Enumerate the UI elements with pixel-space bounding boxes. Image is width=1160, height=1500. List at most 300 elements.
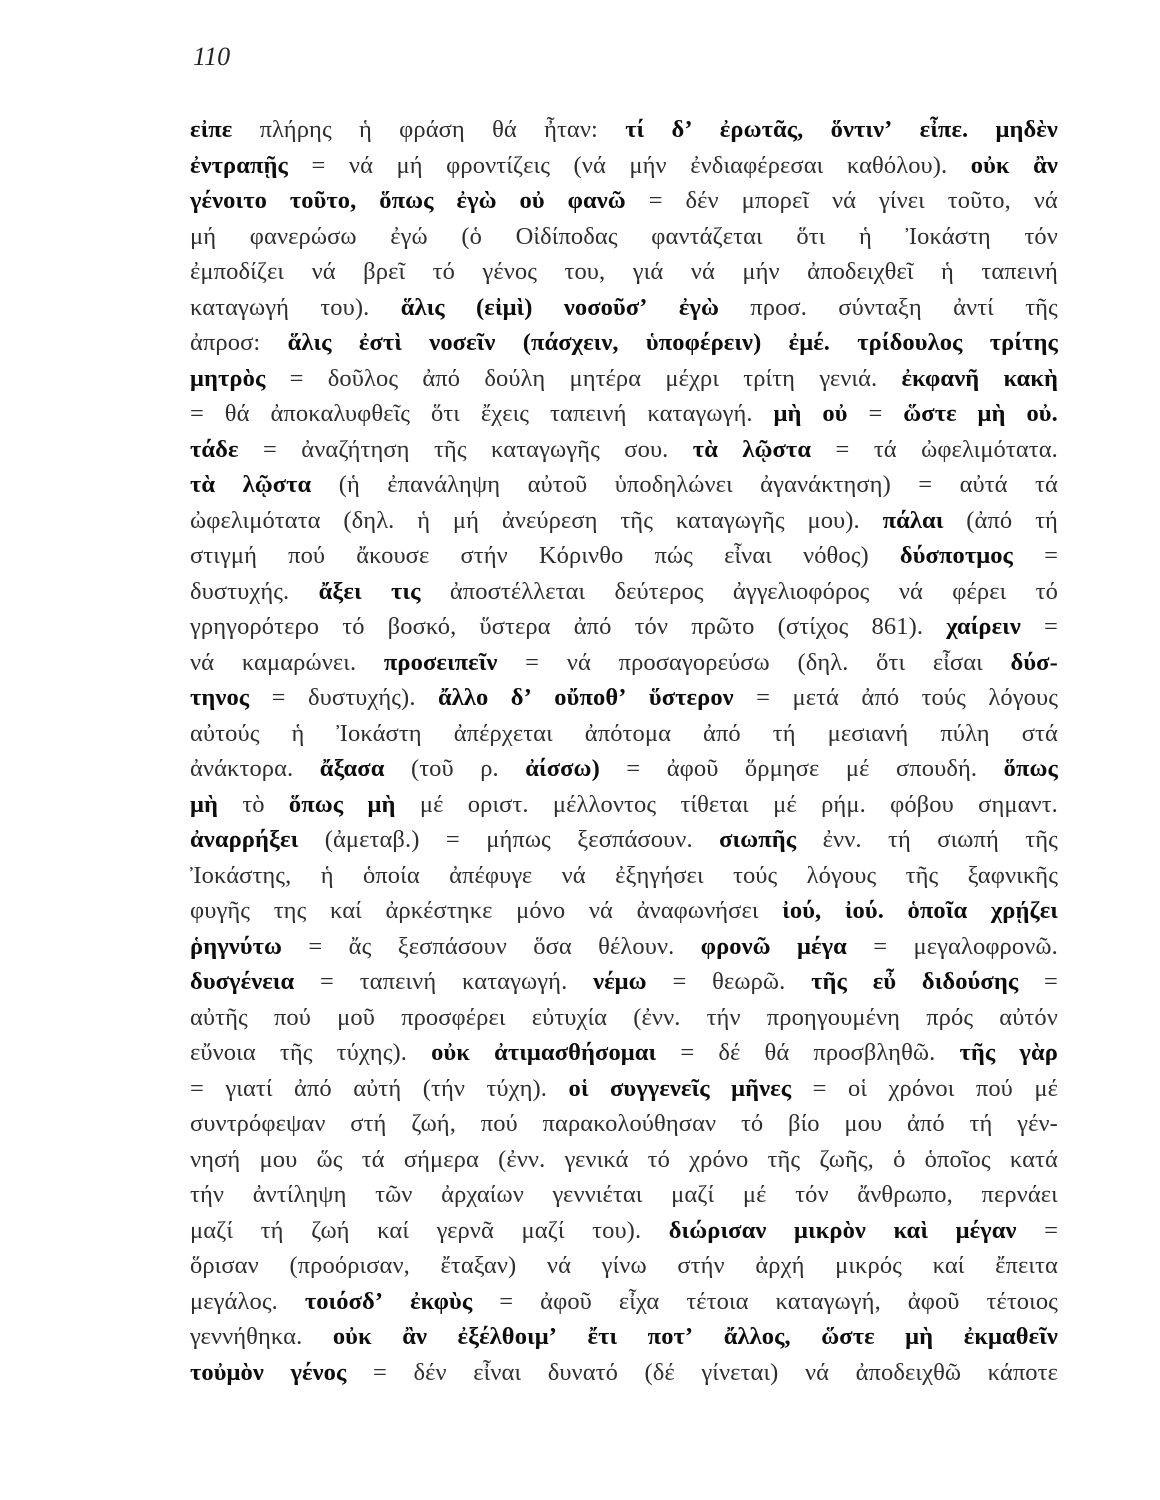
word: νά [690,258,715,285]
bold-lemma: (πάσχειν, [522,329,619,356]
word: ἀποδειχθεῖ [807,258,914,285]
word: ἀνάκτορα. [190,755,294,782]
word: ἀπό [422,364,461,392]
text-line [190,1213,1058,1249]
word: οἱ [848,1074,868,1102]
word: πού [273,1003,312,1031]
bold-lemma: τοιόσδ’ [304,1287,384,1315]
bold-lemma: τρίτης [989,329,1058,356]
word: καί [932,1252,965,1279]
word: γρηγορότερο [190,613,320,640]
word: σου. [624,435,669,463]
bold-lemma: οὐ [519,187,545,214]
word: πώς [654,542,693,569]
word: προσφέρει [401,1003,506,1031]
word: τόν [1024,222,1058,250]
word: σημαντ. [978,790,1058,818]
word: = [1044,542,1058,569]
word: νησή [190,1145,241,1173]
word: Οἰδίποδας [515,222,618,250]
bold-lemma: μὴ [190,790,219,818]
word: ἐνν. [822,826,862,853]
word: = [289,364,304,392]
word: δεύτερος [614,577,704,605]
word: δούλη [484,364,546,392]
word: ἐπανάληψη [387,471,501,498]
bold-lemma: ἀτιμασθήσομαι [494,1039,657,1066]
word: ἀπό [294,1074,332,1102]
word: τὸ [242,790,265,818]
word: αὐτόν [999,1003,1058,1031]
bold-lemma: τῆς [959,1039,996,1066]
bold-lemma: μὴ [773,400,802,427]
bold-lemma: δ’ [510,684,532,711]
word: προσβληθῶ. [813,1039,936,1066]
word: μόνο [516,897,566,924]
word: κάποτε [987,1358,1058,1386]
word: καί [329,897,362,924]
word: φράση [399,116,465,143]
word: τῆς [433,435,467,463]
bold-lemma: χαίρειν [946,613,1021,640]
bold-lemma: σιωπῆς [719,826,797,853]
bold-lemma: διώρισαν [668,1216,767,1244]
word: ὅτι [876,648,906,676]
word: μοῦ [337,1003,375,1031]
bold-lemma: ποτ’ [647,1323,694,1350]
text-line [190,645,1058,681]
word: βοσκό, [387,613,457,640]
text-line [190,680,1058,716]
word: ἀπό [861,684,900,711]
word: ἀφοῦ [666,755,719,782]
bold-lemma: δύσποτμος [899,542,1013,569]
word: ἔπειτα [995,1252,1058,1279]
word: γέν- [1017,1110,1058,1137]
word: πλήρης [259,116,332,143]
word: ἡ [358,116,372,143]
text-line [190,183,1058,219]
word: τά [1035,471,1058,498]
word: νά [566,648,591,676]
bold-lemma: γένοιτο [190,187,267,214]
text-line [190,1106,1058,1142]
word: = [873,932,888,960]
word: ἡ [941,258,954,285]
word: ἀγγελιοφόρος [732,577,870,605]
word: οριστ. [467,790,529,818]
bold-lemma: πάλαι [882,506,944,534]
bold-lemma: ἀίσσω) [525,755,600,782]
word: ἐγώ [390,222,428,250]
word: τρίτη [743,364,796,392]
word: καταγωγῆς [675,506,785,534]
word: μήν [742,258,780,285]
word: αὐτούς [190,719,260,747]
bold-lemma: μηδὲν [995,116,1058,143]
bold-lemma: μέγαν [955,1216,1017,1244]
word: Ἰοκάστη [336,719,422,747]
bold-lemma: συγγενεῖς [609,1074,710,1102]
word: ἄς [348,932,372,960]
word: τῆς [767,1145,801,1173]
word: (τήν [422,1074,466,1102]
word: τόν [795,1181,829,1208]
text-line [190,1355,1058,1391]
bold-lemma: εἰπε [190,116,233,143]
word: γίνει [879,187,925,214]
bold-lemma: οὐκ [970,151,1010,179]
word: γίνω [601,1252,647,1279]
word: μή [396,151,423,179]
bold-lemma: εἶπε. [919,116,969,143]
word: τά [873,435,897,463]
word: = [308,932,323,960]
text-line [190,432,1058,468]
word: ἀρχαίων [441,1181,524,1208]
bold-lemma: ἂν [1033,151,1058,179]
word: παρακολούθησαν [542,1110,717,1137]
bold-lemma: ἄλλο [437,684,489,711]
bold-lemma: διδούσης [921,968,1019,995]
word: φόβου [890,790,954,818]
word: μή [190,222,217,250]
word: μεγαλοφρονῶ. [913,932,1058,960]
word: θά [492,116,517,143]
bold-lemma: ἐρωτᾶς, [719,116,804,143]
word: Ἰοκάστης, [190,861,292,889]
word: ἀπροσ: [190,329,261,356]
text-line [190,716,1058,752]
word: (προόρισαν, [289,1252,410,1279]
word: πύλη [940,719,990,747]
bold-lemma: ὅπως [1003,755,1058,782]
word: ἦταν: [544,116,598,143]
page-number: 110 [193,42,231,71]
word: ὠφελιμότατα. [921,435,1058,463]
bold-lemma: φανῶ [567,187,626,214]
word: ὅτι [430,400,460,427]
word: δέν [413,1358,447,1386]
bold-lemma: λῷστα [242,471,312,498]
text-line [190,609,1058,645]
bold-lemma: μῆνες [731,1074,792,1102]
word: ἀναζήτηση [301,435,410,463]
word: εὐτυχία [531,1003,608,1031]
word: (ὁ [461,222,483,250]
word: ἔχεις [480,400,530,427]
word: του). [592,1216,642,1244]
text-line [190,148,1058,184]
word: ἀπό [907,1110,945,1137]
word: νά [311,258,336,285]
word: ἀντίληψη [252,1181,347,1208]
word: μετά [792,684,839,711]
bold-lemma: οὐ. [1026,400,1058,427]
word: = [499,1287,514,1315]
word: νά [588,897,613,924]
word: μέ [845,755,870,782]
word: τά [361,1145,385,1173]
word: στήν [677,1252,725,1279]
word: συντρόφεψαν [190,1110,326,1137]
word: νά [898,577,923,605]
word: = [918,471,933,498]
word: γιά [632,258,664,285]
bold-lemma: ἐγὼ [678,293,719,321]
bold-lemma: τῆς [811,968,847,995]
word: σύνταξη [838,293,922,321]
word: μεγάλος. [190,1287,278,1315]
word: θέλουν. [598,932,675,960]
word: καί [377,1216,410,1244]
word: ζωή [311,1216,350,1244]
word: χρόνοι [888,1074,955,1102]
word: ἡ [417,506,431,534]
text-line [190,787,1058,823]
word: γένος [482,258,538,285]
text-line [190,929,1058,965]
word: φροντίζεις [446,151,551,179]
word: πού [975,1074,1013,1102]
word: τό [1035,577,1058,605]
word: μαζί [671,1181,715,1208]
word: ξαφνικῆς [967,861,1058,889]
word: εἶχα [618,1287,660,1315]
word: πού [480,1110,518,1137]
word: ἀφοῦ [907,1287,960,1315]
word: ἀρχή [755,1252,805,1279]
word: = [1044,1216,1058,1244]
word: νά [1033,187,1058,214]
word: σιωπή [937,826,999,853]
bold-lemma: καὶ [893,1216,929,1244]
word: καθόλου). [846,151,948,179]
text-line [190,1035,1058,1071]
bold-lemma: ἐντραπῇς [190,151,288,179]
word: πρῶτο [691,613,755,640]
word: πού [288,542,326,569]
word: μήπως [486,826,551,853]
bold-lemma: ἅλις [400,293,445,321]
word: καταγωγῆς [491,435,600,463]
bold-lemma: γένος [290,1358,347,1386]
word: κατά [1009,1145,1058,1173]
bold-lemma: γὰρ [1019,1039,1058,1066]
word: μαζί [190,1216,234,1244]
word: μή [452,506,480,534]
word: γεννήθηκα. [190,1323,303,1350]
bold-lemma: ὅπως [288,790,344,818]
word: ἀρκέστηκε [385,897,493,924]
word: φυγῆς [190,897,251,924]
bold-lemma: ἐκμαθεῖν [963,1323,1058,1350]
bold-lemma: οὐκ [332,1323,372,1350]
word: εὔνοια [190,1039,256,1066]
bold-lemma: ἰού. [844,897,884,924]
word: τό [342,613,365,640]
word: (ἡ [338,471,360,498]
word: μου [844,1110,883,1137]
text-line [190,290,1058,326]
word: μέ [742,1181,767,1208]
text-line [190,254,1058,290]
word: = [835,435,850,463]
word: γίνεται) [701,1358,779,1386]
word: καταγωγή [190,293,290,321]
word: τούς [921,684,966,711]
bold-lemma: τοῦτο, [289,187,357,214]
word: = [812,1074,827,1102]
word: τέτοια [686,1287,749,1315]
word: στά [1021,719,1058,747]
bold-lemma: μέγα [797,932,847,960]
word: νά [190,648,215,676]
bold-lemma: ἐμέ. [788,329,830,356]
word: τέτοιος [986,1287,1058,1315]
word: = [1044,613,1058,640]
word: τῆς [905,861,939,889]
text-line [190,325,1058,361]
word: στιγμή [190,542,258,569]
bold-lemma: ὥστε [903,400,957,427]
bold-lemma: τὰ [692,435,718,463]
word: περνάει [981,1181,1058,1208]
word: = [190,1074,204,1102]
word: (δηλ. [797,648,849,676]
word: μήν [629,151,667,179]
bold-lemma: ῥηγνύτω [190,932,283,960]
bold-lemma: μητρὸς [190,364,266,392]
word: ὁ [893,1145,906,1173]
word: ἡ [291,719,305,747]
word: ἀπό [703,719,741,747]
word: τύχη). [486,1074,548,1102]
word: καμαρώνει. [241,648,357,676]
text-line [190,112,1058,148]
word: (ἀμεταβ.) [324,826,420,853]
word: ἀντί [953,293,994,321]
word: μέχρι [665,364,720,392]
word: φανερώσω [249,222,357,250]
word: καταγωγή, [775,1287,881,1315]
word: στήν [460,542,508,569]
word: τήν [190,1181,225,1208]
bold-lemma: ἔτι [587,1323,618,1350]
word: (δηλ. [343,506,395,534]
word: ἀποστέλλεται [449,577,586,605]
bold-lemma: ὅντιν’ [830,116,893,143]
word: βίο [788,1110,820,1137]
word: Ἰοκάστη [905,222,991,250]
word: τό [432,258,455,285]
text-line [190,1000,1058,1036]
word: = [373,1358,387,1386]
bold-lemma: τηνος [190,684,250,711]
word: ἡ [859,222,872,250]
word: εἶσαι [932,648,983,676]
bold-lemma: ἅλις [287,329,332,356]
word: καταγωγή. [462,968,568,995]
word: = [525,648,540,676]
word: ἀναφωνήσει [636,897,759,924]
word: ζωῆς, [819,1145,874,1173]
bold-lemma: ὥστε [821,1323,875,1350]
text-line [190,396,1058,432]
bold-lemma: κακὴ [1003,364,1058,392]
word: ὅρισαν [190,1252,259,1279]
word: γιατί [225,1074,273,1102]
word: βρεῖ [363,258,406,285]
bold-lemma: τις [391,577,421,605]
word: = [672,968,687,995]
word: μικρός [835,1252,902,1279]
word: ἀπό [573,613,612,640]
bold-lemma: νοσεῖν [429,329,496,356]
word: μέ [773,790,797,818]
word: τοῦτο, [947,187,1011,214]
word: ὠφελιμότατα [190,506,321,534]
bold-lemma: νέμω [593,968,647,995]
text-line [190,538,1058,574]
text-line [190,751,1058,787]
word: τύχης). [336,1039,407,1066]
bold-lemma: εὖ [872,968,897,995]
word: δοῦλος [327,364,399,392]
word: αὐτά [959,471,1008,498]
word: ἀφοῦ [540,1287,592,1315]
word: γενιά. [819,364,878,392]
word: τῆς [620,506,654,534]
word: μέ [1034,1074,1058,1102]
bold-lemma: ὑποφέρειν) [645,329,762,356]
word: (ἀπό [966,506,1013,534]
bold-lemma: ἂν [402,1323,428,1350]
word: μητέρα [569,364,642,392]
word: γενικά [564,1145,629,1173]
word: θά [224,400,250,427]
word: = [1044,968,1058,995]
text-line [190,1248,1058,1284]
bold-lemma: λῷστα [742,435,812,463]
text-line [190,1177,1058,1213]
bold-lemma: ὁποῖα [907,897,968,924]
word: καταγωγή. [647,400,753,427]
word: ὑποδηλώνει [614,471,733,498]
word: μου). [807,506,860,534]
word: δυνατό [547,1358,618,1386]
bold-lemma: δ’ [671,116,693,143]
word: νά [831,187,857,214]
word: θεωρῶ. [712,968,786,995]
word: φέρει [952,577,1007,605]
bold-lemma: ὅπως [379,187,434,214]
word: προηγουμένη [766,1003,901,1031]
word: τή [969,1110,993,1137]
word: τή [1035,506,1058,534]
bold-lemma: ὕστερον [648,684,734,711]
word: ἐμποδίζει [190,258,285,285]
bold-lemma: μὴ [367,790,396,818]
text-line [190,361,1058,397]
word: νά [561,861,586,889]
word: = [262,435,277,463]
bold-lemma: χρῄζει [990,897,1058,924]
word: ὁποία [362,861,420,889]
word: (νά [573,151,606,179]
word: ὅρμησε [744,755,820,782]
word: σήμερα [403,1145,479,1173]
